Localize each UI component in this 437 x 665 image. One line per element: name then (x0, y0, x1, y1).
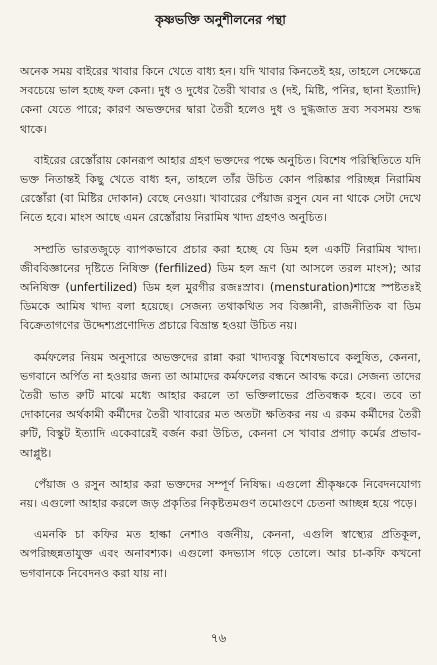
paragraph-onion-garlic: পেঁয়াজ ও রসুন আহার করা ভক্তদের সম্পূর্ণ নিষিদ্ধ। এগুলো শ্রীকৃষ্ণকে নিবেদনযোগ্য নয়। এগুলো আহার করলে জড় প্রকৃতির নিকৃষ্টতমগুণ তমোগুণে চেতনা আচ্ছন্ন হয়ে পড়ে। (20, 477, 421, 511)
page-number: ৭৬ (210, 631, 227, 645)
paragraph-eggs: সম্প্রতি ভারতজুড়ে ব্যাপকভাবে প্রচার করা হচ্ছে যে ডিম হল একটি নিরামিষ খাদ্য। জীববিজ্ঞানের দৃষ্টিতে নিষিক্ত (ferfilized) ডিম হল ভ্রূণ (যা আসলে তরল মাংস); আর অনিষিক্ত (unfertilized) ডিম হল মুরগীর রজঃস্রাব। (mensturation)শাস্ত্রে স্পষ্টতঃই ডিমকে আমিষ খাদ্য বলা হয়েছে। সেজন্য তথাকথিত সব বিজ্ঞানী, রাজনীতিক বা ডিম বিক্রেতাগণের উদ্দেশ্যপ্রণোদিত প্রচারে বিভ্রান্ত হওয়া উচিত নয়। (20, 242, 421, 333)
paragraph-restaurants: বাইরের রেস্তোঁরায় কোনরূপ আহার গ্রহণ ভক্তদের পক্ষে অনুচিত। বিশেষ পরিস্থিতিতে যদি ভক্ত নিতান্তই কিছু খেতে বাধ্য হন, তাহলে তাঁর উচিত কোন পরিষ্কার পরিচ্ছন্ন নিরামিষ রেস্তোঁরা (বা মিষ্টির দোকান) বেছে নেওয়া। খাবারের পেঁয়াজ রসুন যেন না থাকে সেটা দেখে নিতে হবে। মাংস আছে এমন রেস্তোঁরায় নিরামিষ খাদ্য গ্রহণও অনুচিত। (20, 153, 421, 225)
paragraph-karma: কর্মফলের নিয়ম অনুসারে অভক্তদের রান্না করা খাদ্যবস্তু বিশেষভাবে কলুষিত, কেননা, ভগবানে অর্পিত না হওয়ার জন্য তা আমাদের কর্মফলের বন্ধনে আবদ্ধ করে। সেজন্য তাদের তৈরী ভাত রুটি মাঝে মধ্যে আহার করলে তা ভক্তিলাভের প্রতিবন্ধক হবে। তবে তা দোকানের অর্থকামী কর্মীদের তৈরী খাবারের মত অতটা ক্ষতিকর নয় এ রকম কর্মীদের তৈরী রুটি, বিস্কুট ইত্যাদি একেবারেই বর্জন করা উচিত, কেননা সে খাবার প্রগাঢ় কর্মের প্রভাব-আপ্লুষ্ট। (20, 350, 421, 460)
paragraph-tea-coffee: এমনকি চা কফির মত হাল্কা নেশাও বর্জনীয়, কেননা, এগুলি স্বাস্থ্যের প্রতিকূল, অপরিচ্ছন্নতাযুক্ত এবং অনাবশ্যক। এগুলো কদভ্যাস গড়ে তোলে। আর চা-কফি কখনো ভগবানকে নিবেদনও করা যায় না। (20, 528, 421, 580)
page-title: কৃষ্ণভক্তি অনুশীলনের পন্থা (155, 12, 286, 27)
paragraph-outside-food: অনেক সময় বাইরের খাবার কিনে খেতে বাধ্য হন। যদি খাবার কিনতেই হয়, তাহলে সেক্ষেত্রে সবচেয়ে ভাল হচ্ছে ফল কেনা। দুধ ও দুধের তৈরী খাবার ও (দই, মিষ্টি, পনির, ছানা ইত্যাদি) কেনা যেতে পারে; কারণ অভক্তদের দ্বারা তৈরী হলেও দুধ ও দুগ্ধজাত দ্রব্য সবসময় শুদ্ধ থাকে। (20, 65, 421, 136)
